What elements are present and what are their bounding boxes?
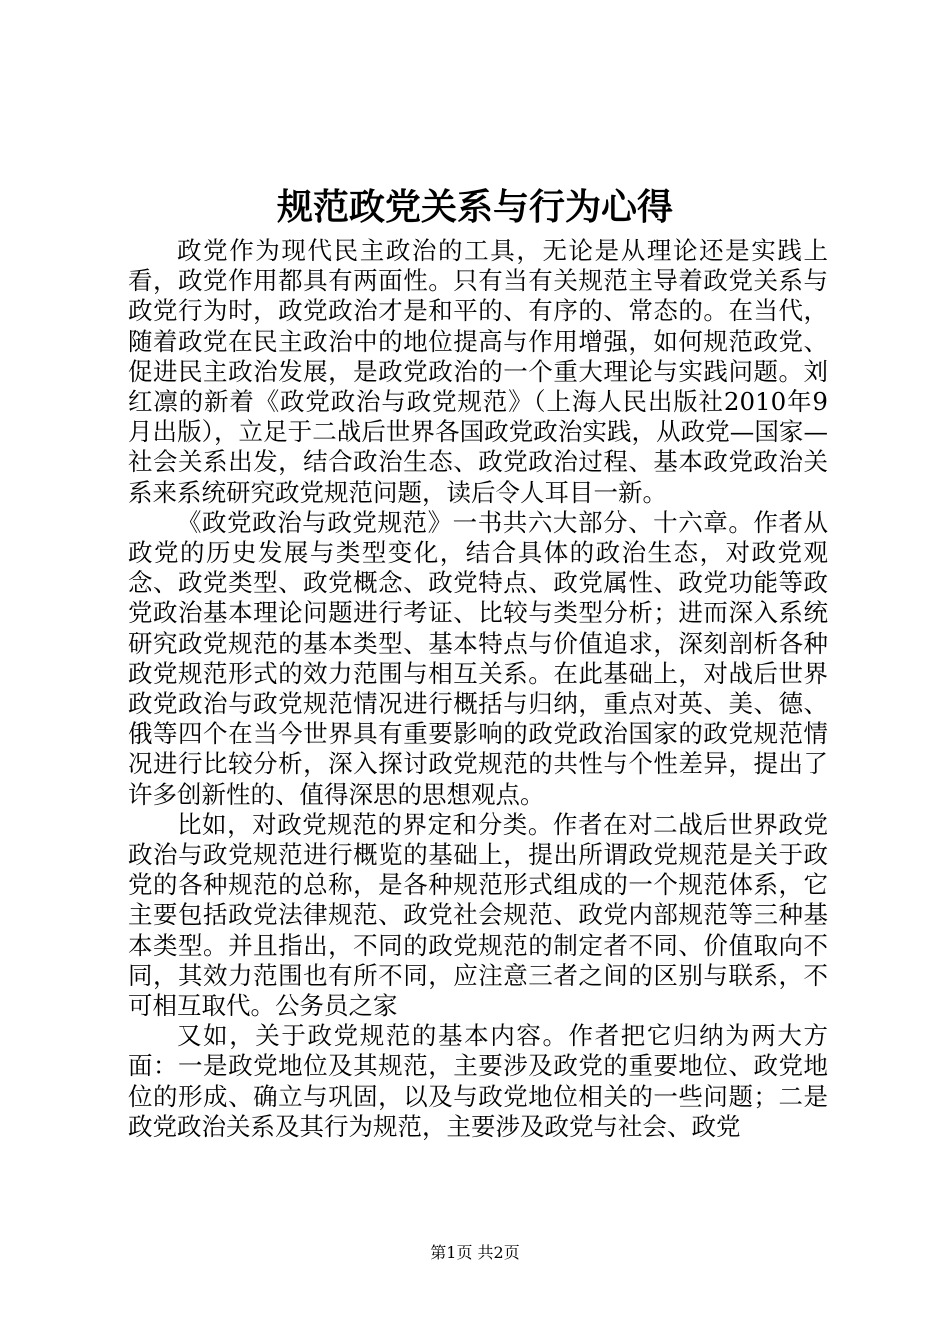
paragraph-4: 又如，关于政党规范的基本内容。作者把它归纳为两大方面：一是政党地位及其规范，主要涉及政党的重要地位、政党地位的形成、确立与巩固，以及与政党地位相关的一些问题；二是政党政治关系及其行为规范，主要涉及政党与社会、政党: [128, 1021, 828, 1141]
paragraph-3: 比如，对政党规范的界定和分类。作者在对二战后世界政党政治与政党规范进行概览的基础上，提出所谓政党规范是关于政党的各种规范的总称，是各种规范形式组成的一个规范体系，它主要包括政党法律规范、政党社会规范、政党内部规范等三种基本类型。并且指出，不同的政党规范的制定者不同、价值取向不同，其效力范围也有所不同，应注意三者之间的区别与联系，不可相互取代。公务员之家: [128, 809, 828, 1021]
page-number-footer: 第1页 共2页: [430, 1243, 520, 1262]
document-title: 规范政党关系与行为心得: [276, 186, 673, 228]
document-body: [128, 236, 828, 1142]
paragraph-1: 政党作为现代民主政治的工具，无论是从理论还是实践上看，政党作用都具有两面性。只有当有关规范主导着政党关系与政党行为时，政党政治才是和平的、有序的、常态的。在当代，随着政党在民主政治中的地位提高与作用增强，如何规范政党、促进民主政治发展，是政党政治的一个重大理论与实践问题。刘红凛的新着《政党政治与政党规范》（上海人民出版社2010年9月出版），立足于二战后世界各国政党政治实践，从政党—国家—社会关系出发，结合政治生态、政党政治过程、基本政党政治关系来系统研究政党规范问题，读后令人耳目一新。: [128, 236, 828, 507]
paragraph-2: 《政党政治与政党规范》一书共六大部分、十六章。作者从政党的历史发展与类型变化，结合具体的政治生态，对政党观念、政党类型、政党概念、政党特点、政党属性、政党功能等政党政治基本理论问题进行考证、比较与类型分析；进而深入系统研究政党规范的基本类型、基本特点与价值追求，深刻剖析各种政党规范形式的效力范围与相互关系。在此基础上，对战后世界政党政治与政党规范情况进行概括与归纳，重点对英、美、德、俄等四个在当今世界具有重要影响的政党政治国家的政党规范情况进行比较分析，深入探讨政党规范的共性与个性差异，提出了许多创新性的、值得深思的思想观点。: [128, 507, 828, 809]
